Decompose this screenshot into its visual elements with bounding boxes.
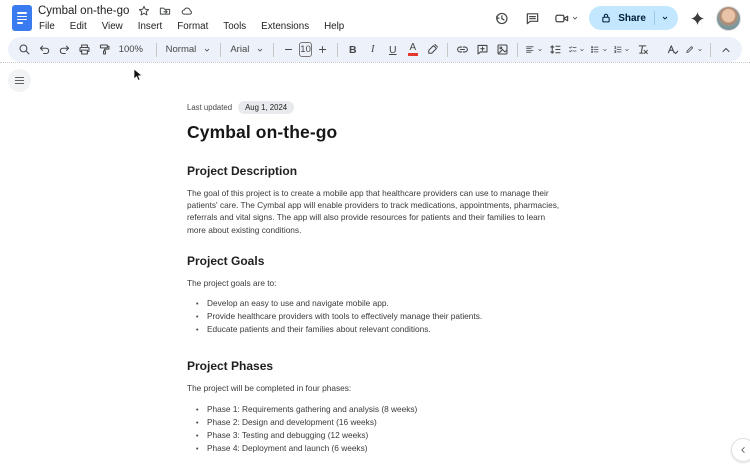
bold-button[interactable]: B [348,43,357,56]
increase-font-size-button[interactable] [313,40,332,60]
menu-edit[interactable]: Edit [69,21,87,32]
formatting-toolbar [8,37,742,62]
goals-intro: The project goals are to: [187,277,277,288]
google-docs-logo-icon[interactable] [12,5,32,31]
goals-list-item: • Develop an easy to use and navigate mobile app. [187,297,567,310]
undo-icon[interactable] [35,40,54,60]
phases-list-item: • Phase 3: Testing and debugging (12 weeks) [187,429,567,442]
align-select[interactable] [523,40,545,60]
redo-icon[interactable] [55,40,74,60]
share-dropdown-caret[interactable] [661,14,669,22]
hide-menus-icon[interactable] [716,40,735,60]
goals-list-item: • Provide healthcare providers with tools to effectively manage their patients. [187,310,567,323]
date-smart-chip[interactable]: Aug 1, 2024 [238,101,294,114]
editing-mode-select[interactable] [683,40,705,60]
line-spacing-icon[interactable] [546,40,565,60]
menu-bar [38,21,345,32]
paragraph-style-select[interactable]: Normal [162,40,216,60]
add-comment-icon[interactable] [473,40,492,60]
section-heading-description: Project Description [187,164,298,178]
join-call-button[interactable] [551,11,582,26]
chevron-left-icon [738,445,748,455]
insert-image-icon[interactable] [493,40,512,60]
mouse-cursor [132,68,144,82]
menu-view[interactable]: View [101,21,123,32]
insert-link-icon[interactable] [453,40,472,60]
phases-list-item: • Phase 2: Design and development (16 weeks) [187,416,567,429]
menu-file[interactable]: File [39,21,55,32]
zoom-select[interactable]: 100% [115,40,151,60]
goals-list-item: • Educate patients and their families about relevant conditions. [187,323,567,336]
move-to-folder-icon[interactable] [159,5,171,17]
document-tabs-toggle-icon[interactable] [8,69,31,92]
document-canvas[interactable] [0,63,750,467]
version-history-icon[interactable] [489,6,513,30]
last-updated-label: Last updated [187,103,233,112]
font-family-select[interactable]: Arial [226,40,268,60]
menu-tools[interactable]: Tools [223,21,247,32]
clear-formatting-icon[interactable] [633,40,652,60]
numbered-list-select[interactable] [611,40,633,60]
decrease-font-size-button[interactable] [279,40,298,60]
menu-extensions[interactable]: Extensions [261,21,310,32]
section-heading-phases: Project Phases [187,359,274,374]
italic-button[interactable]: I [371,44,375,55]
paint-format-icon[interactable] [95,40,114,60]
goals-list [187,297,567,336]
app-header [0,0,750,37]
text-color-button[interactable]: A [403,40,422,60]
print-icon[interactable] [75,40,94,60]
description-paragraph: The goal of this project is to create a mobile app that healthcare providers can use to manage their patients' care. The Cymbal app will enable providers to track medications, appointments, pharmacies, referrals and vital signs. The app will also provide resources for patients and their families to learn more about existing conditions. [187,188,560,235]
highlight-color-icon[interactable] [423,40,442,60]
font-size-input[interactable]: 10 [300,44,311,55]
share-button-label: Share [618,12,646,24]
star-icon[interactable] [138,5,150,17]
show-side-panel-button[interactable] [731,438,750,462]
menu-help[interactable]: Help [324,21,345,32]
gemini-sparkle-icon[interactable] [685,6,709,30]
account-avatar[interactable] [716,6,741,31]
comments-icon[interactable] [520,6,544,30]
menu-insert[interactable]: Insert [137,21,163,32]
checklist-select[interactable] [566,40,588,60]
share-split-divider [654,11,655,25]
phases-list-item: • Phase 1: Requirements gathering and analysis (8 weeks) [187,403,567,416]
phases-list-item: • Phase 4: Deployment and launch (6 weeks) [187,442,567,455]
document-heading-title: Cymbal on-the-go [187,122,338,142]
share-button[interactable] [589,6,678,30]
underline-button[interactable]: U [388,43,397,56]
document-title-input[interactable]: Cymbal on-the-go [38,5,130,17]
menu-format[interactable]: Format [177,21,209,32]
lock-icon [600,12,612,24]
phases-intro: The project will be completed in four phases: [187,383,352,394]
section-heading-goals: Project Goals [187,253,265,268]
writing-tools-icon[interactable] [663,40,682,60]
bulleted-list-select[interactable] [588,40,610,60]
document-status-cloud-icon[interactable] [180,5,193,17]
phases-list [187,403,567,455]
search-menus-icon[interactable] [15,40,34,60]
